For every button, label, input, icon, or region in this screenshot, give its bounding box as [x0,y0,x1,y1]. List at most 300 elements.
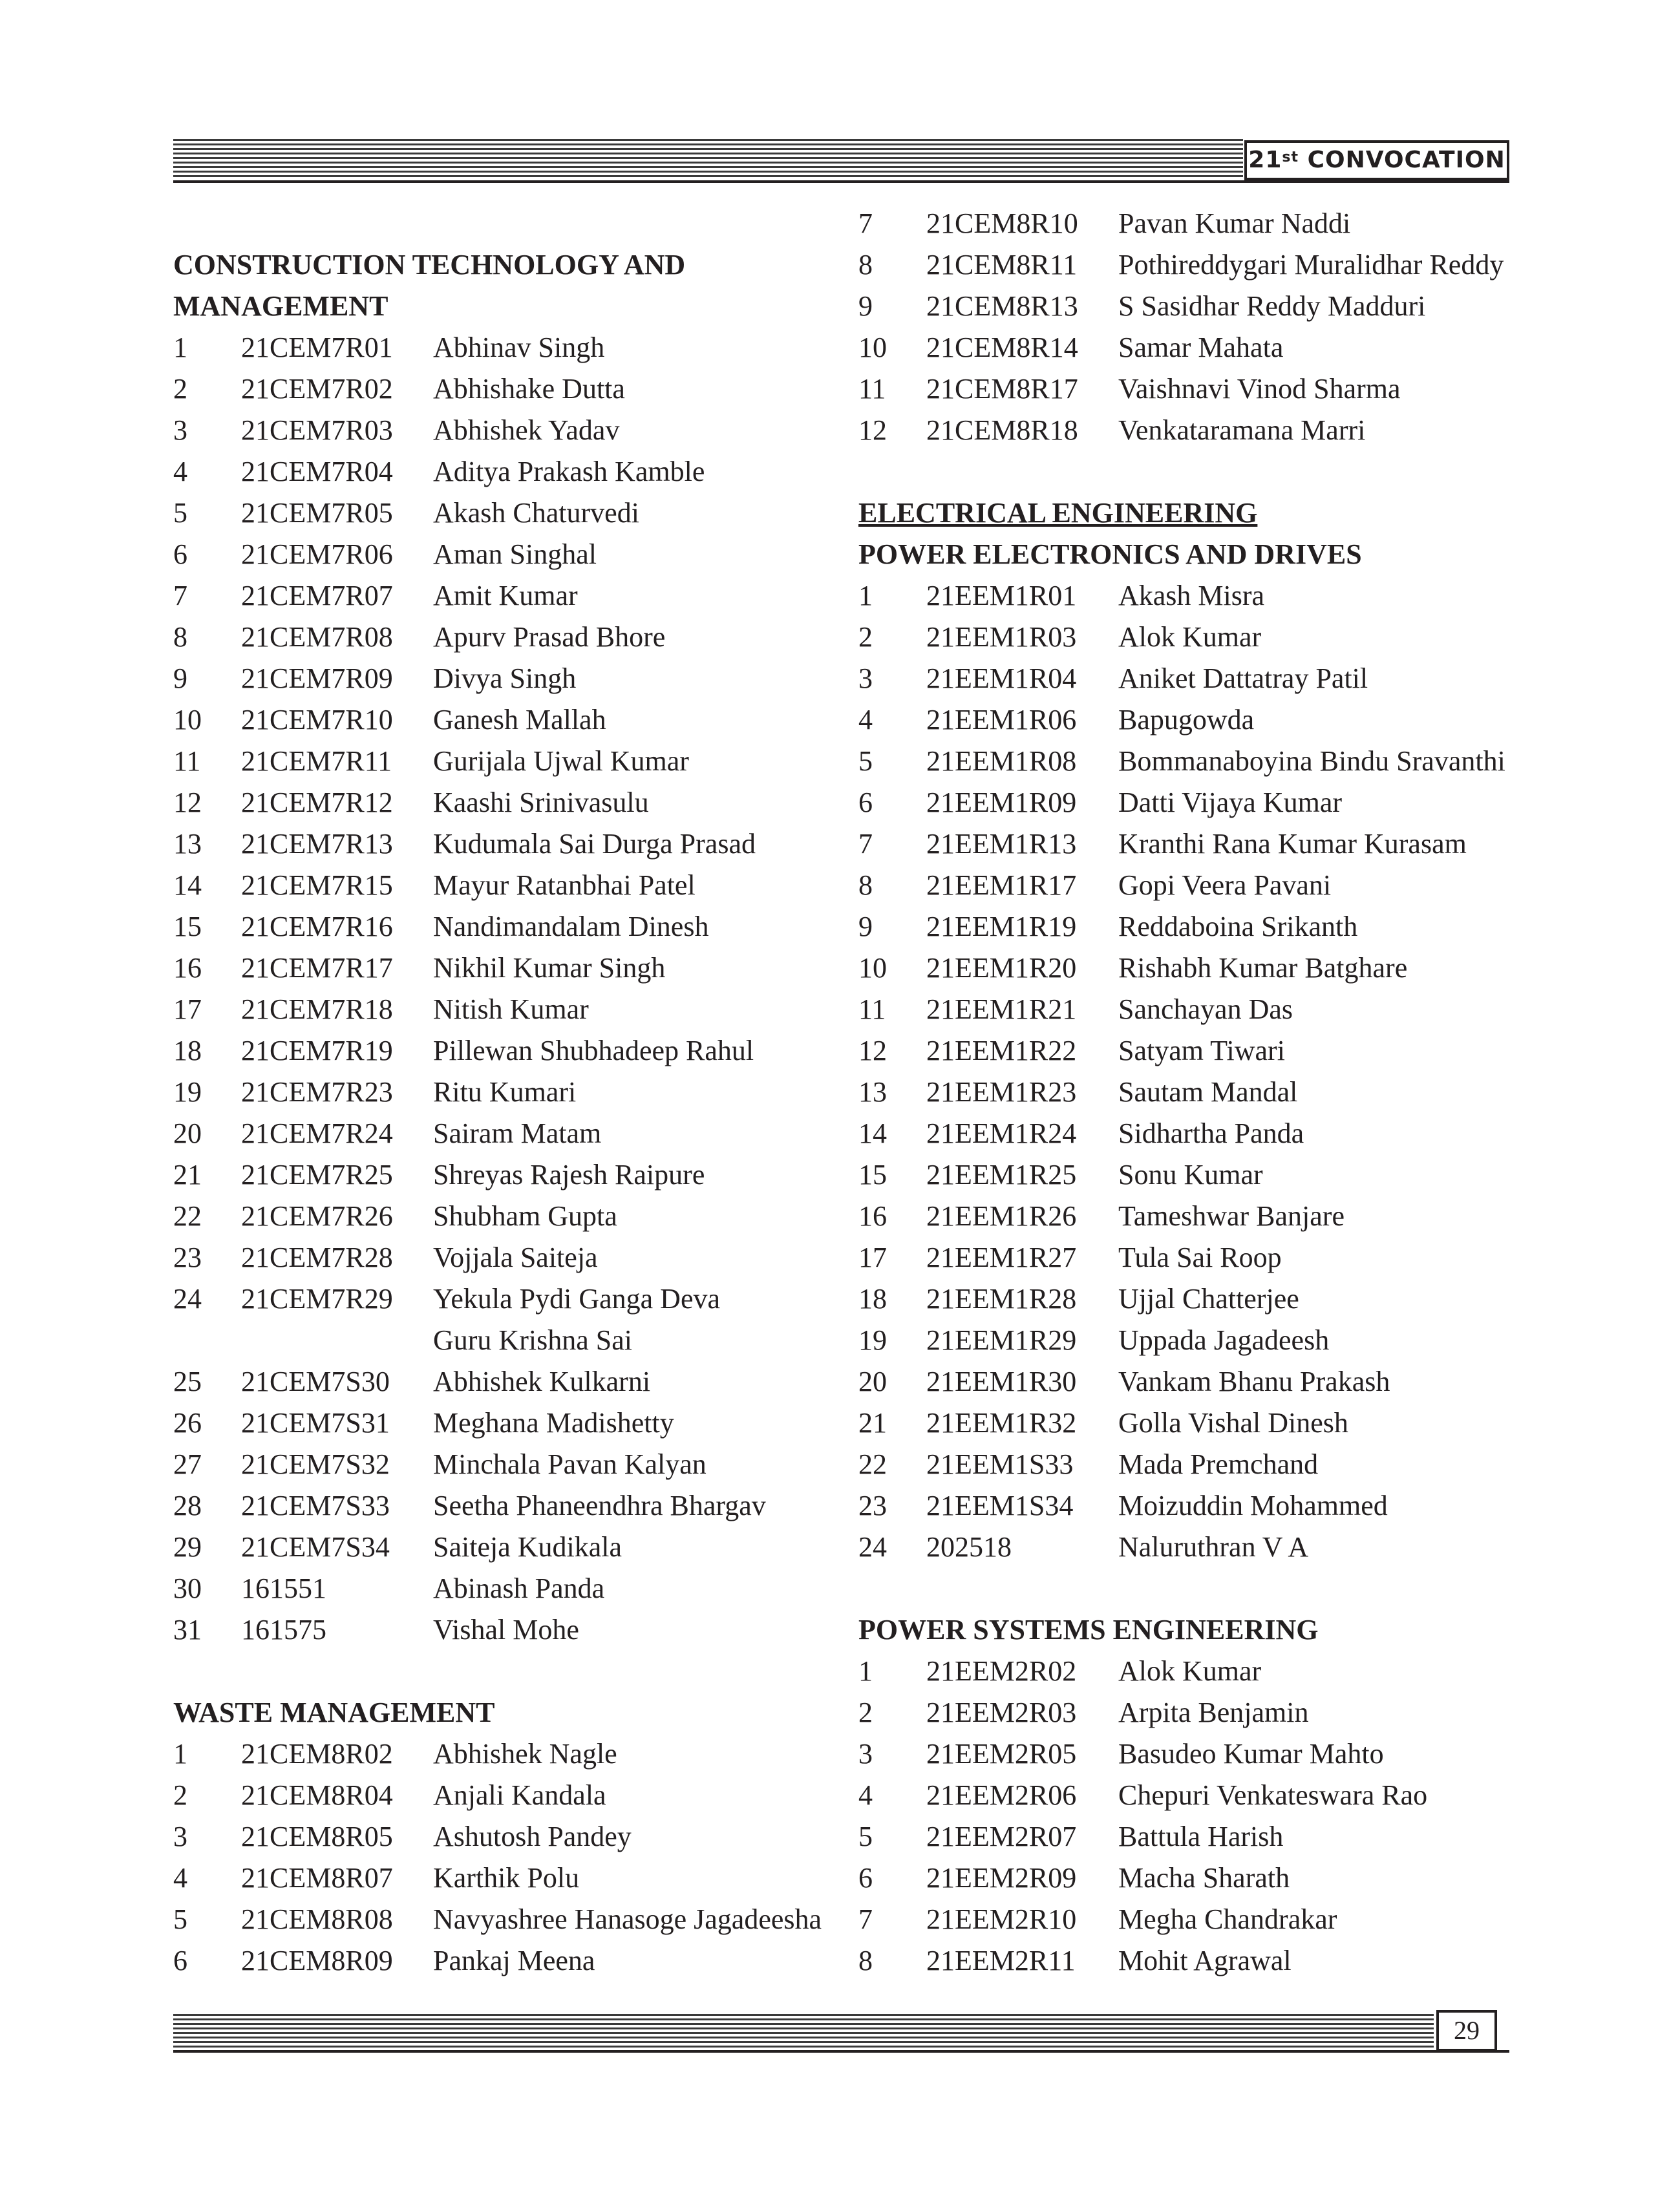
student-name: Pankaj Meena [433,1945,595,1976]
serial-number: 3 [173,1821,187,1852]
serial-number: 12 [858,1035,887,1066]
roll-number: 21EEM1R26 [926,1200,1077,1232]
serial-number: 18 [173,1035,202,1066]
serial-number: 5 [858,745,873,777]
student-name: Vishal Mohe [433,1614,579,1646]
list-item [173,410,845,451]
student-name: Nandimandalam Dinesh [433,911,709,942]
roll-number: 21CEM7S33 [241,1490,390,1521]
list-item [858,947,1518,989]
serial-number: 23 [173,1242,202,1273]
list-item [858,1733,1518,1775]
serial-number: 2 [173,1779,187,1811]
student-name: Sonu Kumar [1118,1159,1263,1191]
student-name: Vankam Bhanu Prakash [1118,1366,1390,1397]
serial-number: 15 [173,911,202,942]
roll-number: 21CEM7R01 [241,332,393,363]
serial-number: 24 [858,1531,887,1563]
list-item [173,451,845,492]
student-name: Abhinav Singh [433,332,605,363]
student-name: Chepuri Venkateswara Rao [1118,1779,1428,1811]
serial-number: 2 [173,373,187,405]
roll-number: 21EEM1R09 [926,787,1077,818]
student-name: Kranthi Rana Kumar Kurasam [1118,828,1467,860]
list-item [858,1237,1518,1278]
list-item [858,1527,1518,1568]
roll-number: 21CEM7R29 [241,1283,393,1315]
serial-number: 7 [858,207,873,239]
list-item [173,1858,845,1899]
student-name: Nikhil Kumar Singh [433,952,666,984]
roll-number: 21CEM8R14 [926,332,1078,363]
roll-number: 21CEM7R24 [241,1117,393,1149]
roll-number: 21CEM7R07 [241,580,393,611]
student-name: Pillewan Shubhadeep Rahul [433,1035,754,1066]
list-item [858,989,1518,1030]
spacer [858,1568,1518,1609]
power-systems-list [858,1651,1518,1982]
serial-number: 16 [173,952,202,984]
list-item [858,658,1518,699]
roll-number: 21CEM8R02 [241,1738,393,1770]
list-item [173,823,845,865]
student-name: Venkataramana Marri [1118,414,1366,446]
serial-number: 19 [858,1324,887,1356]
serial-number: 12 [858,414,887,446]
student-name: Apurv Prasad Bhore [433,621,666,653]
student-name: Naluruthran V A [1118,1531,1309,1563]
list-item [858,906,1518,947]
student-name: Aman Singhal [433,538,597,570]
list-item [173,1816,845,1858]
list-item [173,1899,845,1940]
serial-number: 4 [173,1862,187,1894]
roll-number: 161551 [241,1572,326,1604]
list-item [858,327,1518,368]
list-item [173,1609,845,1651]
student-name: Mohit Agrawal [1118,1945,1292,1976]
left-column [173,203,845,1982]
serial-number: 14 [858,1117,887,1149]
serial-number: 4 [173,456,187,487]
spacer [858,451,1518,492]
student-name: Minchala Pavan Kalyan [433,1448,707,1480]
roll-number: 21CEM7R25 [241,1159,393,1191]
roll-number: 161575 [241,1614,326,1646]
serial-number: 6 [173,538,187,570]
student-name: Shreyas Rajesh Raipure [433,1159,705,1191]
serial-number: 7 [173,580,187,611]
list-item [858,782,1518,823]
roll-number: 21CEM7R16 [241,911,393,942]
list-item [858,1899,1518,1940]
list-item [173,741,845,782]
serial-number: 21 [173,1159,202,1191]
roll-number: 21EEM1R20 [926,952,1077,984]
student-name: Megha Chandrakar [1118,1903,1337,1935]
serial-number: 24 [173,1283,202,1315]
student-name: Tameshwar Banjare [1118,1200,1345,1232]
roll-number: 21CEM7R26 [241,1200,393,1232]
serial-number: 8 [858,869,873,901]
page-number: 29 [1436,2010,1497,2051]
student-name: Abhishek Kulkarni [433,1366,651,1397]
list-item [858,1651,1518,1692]
student-name: Ashutosh Pandey [433,1821,632,1852]
roll-number: 21CEM7R03 [241,414,393,446]
roll-number: 21EEM1S33 [926,1448,1074,1480]
roll-number: 21EEM2R10 [926,1903,1077,1935]
roll-number: 21CEM7R05 [241,497,393,529]
roll-number: 21CEM7S30 [241,1366,390,1397]
roll-number: 21CEM8R18 [926,414,1078,446]
student-name: Rishabh Kumar Batghare [1118,952,1408,984]
roll-number: 21EEM1R32 [926,1407,1077,1439]
serial-number: 13 [858,1076,887,1108]
student-name: Vojjala Saiteja [433,1242,598,1273]
roll-number: 21EEM2R03 [926,1697,1077,1728]
serial-number: 17 [858,1242,887,1273]
list-item [858,865,1518,906]
student-name: Aditya Prakash Kamble [433,456,705,487]
serial-number: 6 [173,1945,187,1976]
waste-management-list [173,1733,845,1982]
serial-number: 8 [858,249,873,280]
list-item [858,823,1518,865]
student-name: Gurijala Ujwal Kumar [433,745,689,777]
waste-management-list-continued [858,203,1518,451]
student-name: Seetha Phaneendhra Bhargav [433,1490,766,1521]
student-name: Golla Vishal Dinesh [1118,1407,1348,1439]
roll-number: 21CEM7R15 [241,869,393,901]
list-item [173,492,845,534]
list-item [858,1485,1518,1527]
list-item [858,1858,1518,1899]
serial-number: 10 [173,704,202,736]
serial-number: 10 [858,332,887,363]
list-item [173,1196,845,1237]
list-item [858,1320,1518,1361]
student-name: Pavan Kumar Naddi [1118,207,1351,239]
list-item [173,1527,845,1568]
list-item [858,286,1518,327]
serial-number: 5 [173,497,187,529]
list-item [173,782,845,823]
student-name: Yekula Pydi Ganga Deva [433,1283,721,1315]
roll-number: 21EEM1R13 [926,828,1077,860]
list-item [858,1196,1518,1237]
student-name: Vaishnavi Vinod Sharma [1118,373,1401,405]
header-decorative-lines [173,139,1243,178]
section-title-construction-line1: CONSTRUCTION TECHNOLOGY AND [173,249,686,280]
student-name: Bapugowda [1118,704,1255,736]
list-item [173,1775,845,1816]
serial-number: 14 [173,869,202,901]
serial-number: 1 [173,1738,187,1770]
roll-number: 21CEM7R02 [241,373,393,405]
student-name: Abhishek Yadav [433,414,620,446]
student-name: Mada Premchand [1118,1448,1319,1480]
convocation-ordinal-suffix: st [1282,149,1299,165]
roll-number: 21EEM1R29 [926,1324,1077,1356]
roll-number: 21EEM1R25 [926,1159,1077,1191]
roll-number: 21CEM8R04 [241,1779,393,1811]
list-item [858,1030,1518,1072]
roll-number: 21CEM7R19 [241,1035,393,1066]
student-name: Alok Kumar [1118,1655,1262,1687]
serial-number: 3 [858,662,873,694]
student-name: Akash Chaturvedi [433,497,639,529]
list-item [858,1154,1518,1196]
student-name: Kaashi Srinivasulu [433,787,649,818]
serial-number: 4 [858,1779,873,1811]
section-title-construction-line2: MANAGEMENT [173,290,388,322]
student-name: Karthik Polu [433,1862,580,1894]
roll-number: 21EEM1R04 [926,662,1077,694]
list-item [858,1361,1518,1402]
serial-number: 26 [173,1407,202,1439]
roll-number: 21CEM8R09 [241,1945,393,1976]
student-name: Tula Sai Roop [1118,1242,1282,1273]
roll-number: 21CEM8R11 [926,249,1078,280]
roll-number: 21EEM1S34 [926,1490,1074,1521]
student-name: Ujjal Chatterjee [1118,1283,1299,1315]
list-item [858,203,1518,244]
roll-number: 202518 [926,1531,1012,1563]
list-item [858,617,1518,658]
student-name: Kudumala Sai Durga Prasad [433,828,756,860]
serial-number: 18 [858,1283,887,1315]
student-name: Reddaboina Srikanth [1118,911,1358,942]
serial-number: 1 [858,580,873,611]
roll-number: 21CEM7S31 [241,1407,390,1439]
list-item [173,699,845,741]
roll-number: 21CEM8R10 [926,207,1078,239]
roll-number: 21EEM1R03 [926,621,1077,653]
list-item [173,1361,845,1402]
list-item [173,1030,845,1072]
serial-number: 25 [173,1366,202,1397]
roll-number: 21EEM1R19 [926,911,1077,942]
roll-number: 21EEM2R09 [926,1862,1077,1894]
list-item [173,1444,845,1485]
serial-number: 23 [858,1490,887,1521]
student-name: Shubham Gupta [433,1200,617,1232]
spacer [173,203,845,244]
roll-number: 21CEM7R08 [241,621,393,653]
student-name: Mayur Ratanbhai Patel [433,869,696,901]
list-item [173,1278,845,1320]
student-name: Nitish Kumar [433,993,589,1025]
serial-number: 2 [858,1697,873,1728]
roll-number: 21EEM1R23 [926,1076,1077,1108]
serial-number: 5 [173,1903,187,1935]
roll-number: 21CEM7R11 [241,745,392,777]
roll-number: 21CEM7R13 [241,828,393,860]
student-name: Ganesh Mallah [433,704,606,736]
roll-number: 21EEM2R05 [926,1738,1077,1770]
serial-number: 9 [858,290,873,322]
student-name: Pothireddygari Muralidhar Reddy [1118,249,1504,280]
serial-number: 4 [858,704,873,736]
serial-number: 22 [858,1448,887,1480]
list-item [173,658,845,699]
list-item [173,989,845,1030]
serial-number: 10 [858,952,887,984]
student-name: Satyam Tiwari [1118,1035,1285,1066]
list-item [173,1113,845,1154]
list-item [173,1485,845,1527]
roll-number: 21CEM7S34 [241,1531,390,1563]
student-name: Gopi Veera Pavani [1118,869,1332,901]
student-name: S Sasidhar Reddy Madduri [1118,290,1426,322]
serial-number: 16 [858,1200,887,1232]
student-name: Alok Kumar [1118,621,1262,653]
roll-number: 21CEM7S32 [241,1448,390,1480]
serial-number: 30 [173,1572,202,1604]
convocation-label: CONVOCATION [1307,147,1505,173]
roll-number: 21CEM8R13 [926,290,1078,322]
list-item [858,1775,1518,1816]
student-name: Abhishake Dutta [433,373,625,405]
student-name: Battula Harish [1118,1821,1284,1852]
list-item [858,741,1518,782]
roll-number: 21CEM7R10 [241,704,393,736]
list-item [858,368,1518,410]
roll-number: 21EEM1R01 [926,580,1077,611]
roll-number: 21CEM7R09 [241,662,393,694]
list-item [858,1072,1518,1113]
student-name: Sanchayan Das [1118,993,1293,1025]
roll-number: 21CEM7R12 [241,787,393,818]
serial-number: 6 [858,787,873,818]
list-item [858,1402,1518,1444]
header-rule [173,180,1509,183]
roll-number: 21CEM7R28 [241,1242,393,1273]
student-name: Arpita Benjamin [1118,1697,1309,1728]
student-name: Sidhartha Panda [1118,1117,1304,1149]
list-item [858,244,1518,286]
roll-number: 21CEM8R07 [241,1862,393,1894]
student-name: Sairam Matam [433,1117,602,1149]
roll-number: 21CEM8R17 [926,373,1078,405]
serial-number: 9 [858,911,873,942]
list-item [858,1113,1518,1154]
student-name: Basudeo Kumar Mahto [1118,1738,1384,1770]
serial-number: 15 [858,1159,887,1191]
student-name: Ritu Kumari [433,1076,577,1108]
student-name: Uppada Jagadeesh [1118,1324,1330,1356]
serial-number: 8 [173,621,187,653]
student-name: Navyashree Hanasoge Jagadeesha [433,1903,822,1935]
student-name: Aniket Dattatray Patil [1118,662,1368,694]
power-electronics-list [858,575,1518,1568]
serial-number: 7 [858,1903,873,1935]
list-item [173,1733,845,1775]
student-name: Bommanaboyina Bindu Sravanthi [1118,745,1505,777]
list-item [173,1320,845,1361]
serial-number: 31 [173,1614,202,1646]
serial-number: 28 [173,1490,202,1521]
serial-number: 20 [173,1117,202,1149]
serial-number: 19 [173,1076,202,1108]
roll-number: 21CEM7R17 [241,952,393,984]
serial-number: 20 [858,1366,887,1397]
roll-number: 21EEM1R24 [926,1117,1077,1149]
roll-number: 21EEM1R17 [926,869,1077,901]
roll-number: 21CEM7R06 [241,538,393,570]
list-item [858,410,1518,451]
list-item [173,906,845,947]
serial-number: 27 [173,1448,202,1480]
serial-number: 11 [858,993,886,1025]
list-item [173,368,845,410]
roll-number: 21EEM1R28 [926,1283,1077,1315]
footer-rule [173,2050,1509,2053]
list-item [173,865,845,906]
serial-number: 6 [858,1862,873,1894]
student-name: Akash Misra [1118,580,1265,611]
serial-number: 7 [858,828,873,860]
serial-number: 29 [173,1531,202,1563]
roll-number: 21EEM2R11 [926,1945,1076,1976]
serial-number: 13 [173,828,202,860]
student-name: Guru Krishna Sai [433,1324,632,1356]
student-name: Abhishek Nagle [433,1738,617,1770]
roll-number: 21CEM8R05 [241,1821,393,1852]
serial-number: 11 [858,373,886,405]
right-column [858,203,1518,1982]
list-item [173,1237,845,1278]
roll-number: 21EEM2R06 [926,1779,1077,1811]
roll-number: 21EEM1R21 [926,993,1077,1025]
student-name: Amit Kumar [433,580,578,611]
section-title-power-systems: POWER SYSTEMS ENGINEERING [858,1614,1319,1646]
list-item [858,575,1518,617]
serial-number: 1 [858,1655,873,1687]
serial-number: 5 [858,1821,873,1852]
footer-decorative-lines [173,2014,1434,2050]
roll-number: 21CEM7R04 [241,456,393,487]
list-item [858,1816,1518,1858]
student-name: Macha Sharath [1118,1862,1290,1894]
serial-number: 3 [173,414,187,446]
serial-number: 21 [858,1407,887,1439]
list-item [173,617,845,658]
list-item [858,1940,1518,1982]
list-item [858,1278,1518,1320]
roll-number: 21EEM2R07 [926,1821,1077,1852]
student-name: Saiteja Kudikala [433,1531,622,1563]
student-name: Samar Mahata [1118,332,1284,363]
construction-list [173,327,845,1651]
student-name: Sautam Mandal [1118,1076,1298,1108]
list-item [858,1692,1518,1733]
roll-number: 21EEM2R02 [926,1655,1077,1687]
spacer [173,1651,845,1692]
roll-number: 21EEM1R22 [926,1035,1077,1066]
student-name: Divya Singh [433,662,577,694]
department-title-electrical: ELECTRICAL ENGINEERING [858,497,1258,529]
student-name: Datti Vijaya Kumar [1118,787,1343,818]
roll-number: 21CEM7R23 [241,1076,393,1108]
list-item [173,327,845,368]
list-item [858,1444,1518,1485]
student-name: Moizuddin Mohammed [1118,1490,1388,1521]
serial-number: 2 [858,621,873,653]
serial-number: 9 [173,662,187,694]
student-name: Abinash Panda [433,1572,605,1604]
